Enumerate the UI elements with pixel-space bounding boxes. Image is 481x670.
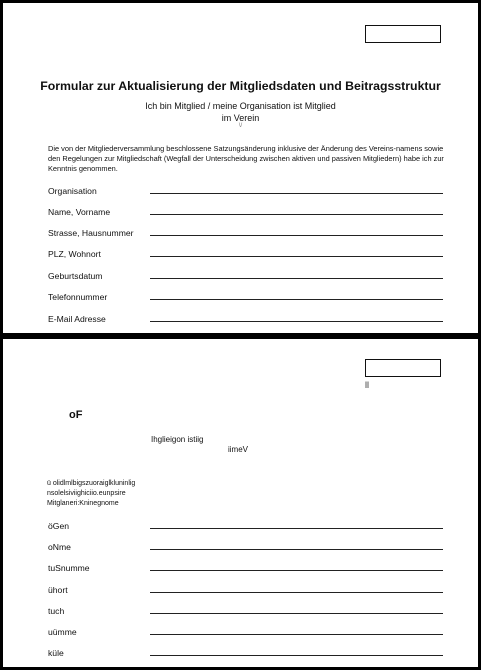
city-input-line[interactable] xyxy=(150,256,443,257)
birthdate-input-line[interactable] xyxy=(150,278,443,279)
garbled-title: oF xyxy=(69,409,83,421)
garbled-field-label: oNme xyxy=(48,542,71,552)
field-label: Geburtsdatum xyxy=(48,271,103,281)
input-line[interactable] xyxy=(150,528,443,529)
input-line[interactable] xyxy=(150,549,443,550)
tick-mark: ll xyxy=(365,380,369,390)
garbled-paragraph-line: ü olidlmlbigszuoraiglkluninlig xyxy=(47,480,136,487)
garbled-paragraph-line: Mitglaneri:Kninegnome xyxy=(47,500,119,507)
field-label: PLZ, Wohnort xyxy=(48,249,101,259)
form-title: Formular zur Aktualisierung der Mitgliedsdaten und Beitragsstruktur xyxy=(40,79,441,93)
garbled-field-label: tuch xyxy=(48,606,65,616)
field-email xyxy=(48,310,443,324)
street-input-line[interactable] xyxy=(150,235,443,236)
organisation-input-line[interactable] xyxy=(150,193,443,194)
field-label: Organisation xyxy=(48,186,97,196)
input-line[interactable] xyxy=(150,655,443,656)
garbled-subtitle: Ihglieigon istiig xyxy=(151,435,204,444)
garbled-subtitle-2: iimeV xyxy=(228,445,249,454)
phone-input-line[interactable] xyxy=(150,299,443,300)
garbled-field-label: uümme xyxy=(48,627,77,637)
input-line[interactable] xyxy=(150,613,443,614)
garbled-field-label: tuSnumme xyxy=(48,563,90,573)
field-label: Telefonnummer xyxy=(48,292,108,302)
field-row xyxy=(48,581,443,595)
field-birthdate xyxy=(48,267,443,281)
acknowledgement-paragraph: Die von der Mitgliederversammlung beschlossene Satzungsänderung inklusive der Änderung des Vereins-namens sowie den Regelungen zur Mitgliedschaft (Wegfall der Unterscheidung zwischen aktiven und passiven Mitgliedern) habe ich zur Kenntnis genommen. xyxy=(48,144,444,173)
garbled-field-label: ühort xyxy=(48,585,68,595)
field-name xyxy=(48,203,443,217)
field-row xyxy=(48,517,443,531)
name-input-line[interactable] xyxy=(150,214,443,215)
input-line[interactable] xyxy=(150,634,443,635)
field-row xyxy=(48,623,443,637)
reference-box[interactable] xyxy=(365,25,441,43)
garbled-field-label: küle xyxy=(48,648,64,658)
field-city xyxy=(48,245,443,259)
form-page-bottom xyxy=(3,339,478,667)
email-input-line[interactable] xyxy=(150,321,443,322)
field-label: Name, Vorname xyxy=(48,207,111,217)
field-label: E-Mail Adresse xyxy=(48,314,106,324)
association-name-mark: \/ xyxy=(238,123,243,129)
form-page-top xyxy=(3,3,478,333)
field-row xyxy=(48,538,443,552)
field-phone xyxy=(48,288,443,302)
field-street xyxy=(48,224,443,238)
input-line[interactable] xyxy=(150,570,443,571)
field-row xyxy=(48,644,443,658)
garbled-paragraph-line: nsolelsiviighiciio.eunpsire xyxy=(47,490,126,497)
field-organisation xyxy=(48,182,443,196)
field-row xyxy=(48,559,443,573)
field-label: Strasse, Hausnummer xyxy=(48,228,134,238)
membership-statement: Ich bin Mitglied / meine Organisation ist Mitglied xyxy=(145,101,336,111)
association-line: im Verein xyxy=(221,113,260,123)
input-line[interactable] xyxy=(150,592,443,593)
garbled-field-label: öGen xyxy=(48,521,70,531)
reference-box[interactable] xyxy=(365,359,441,377)
field-row xyxy=(48,602,443,616)
